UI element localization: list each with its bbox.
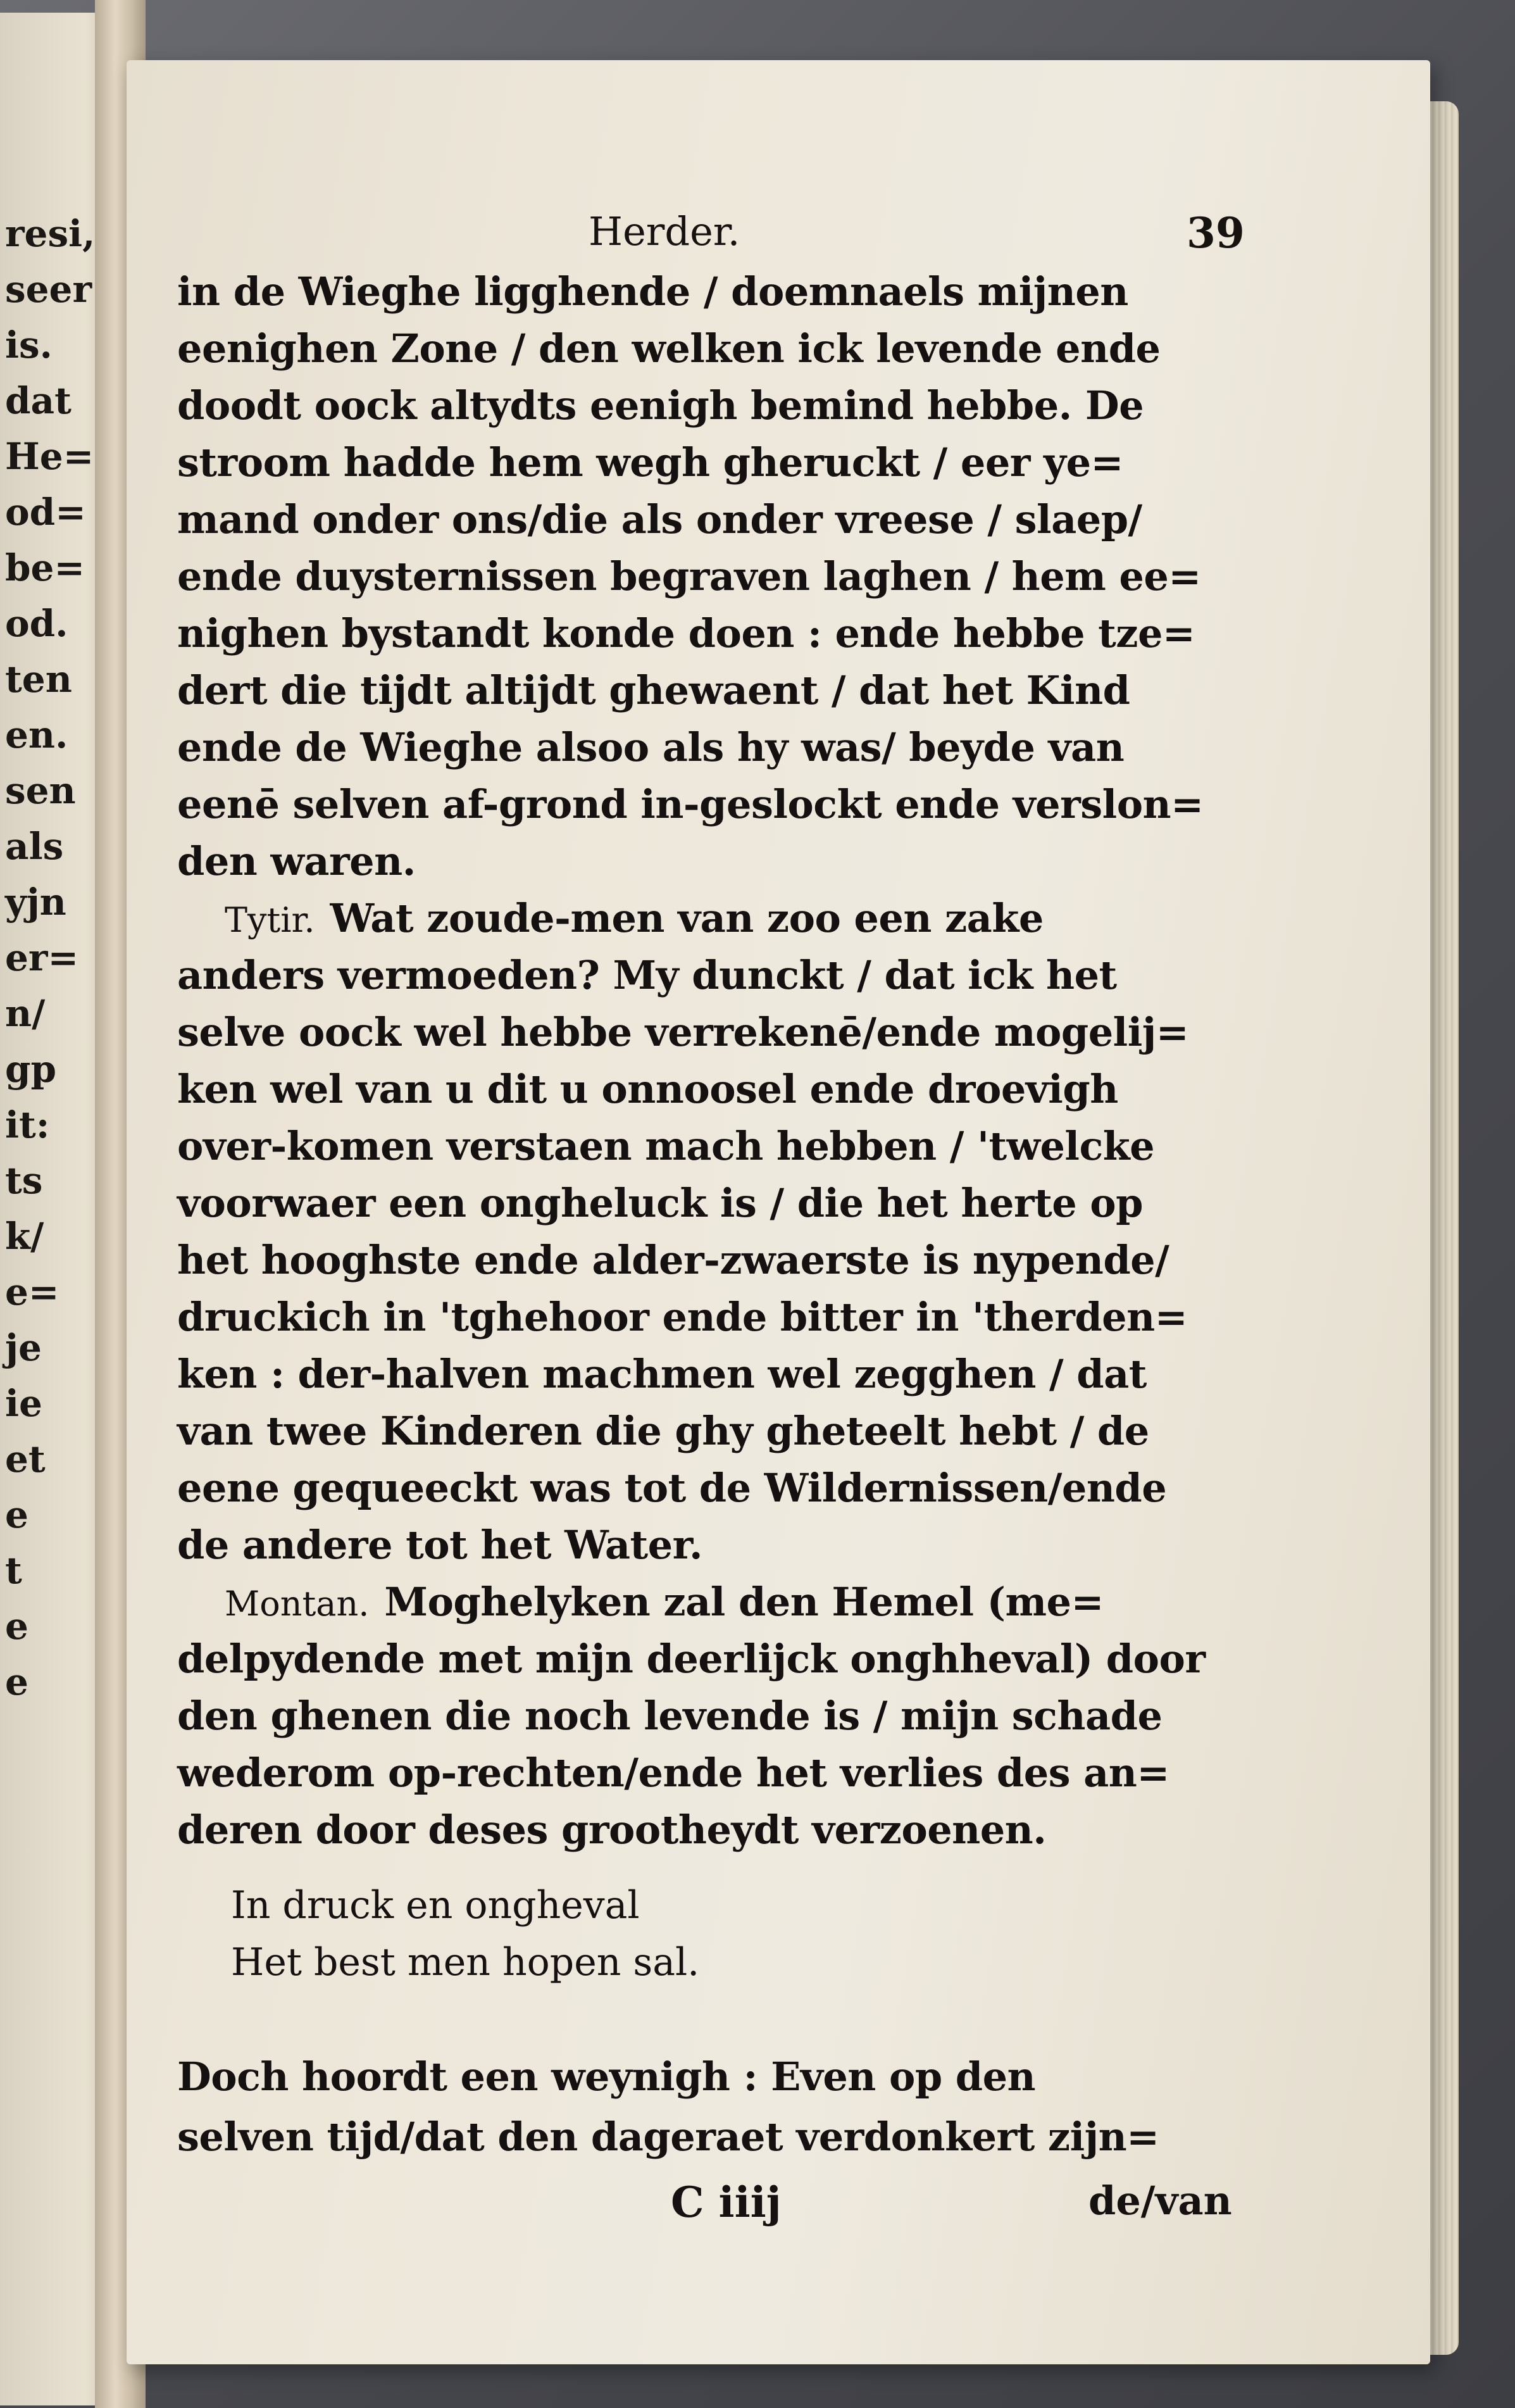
line-text: dert die tijdt altijdt ghewaent / dat het Kind xyxy=(177,667,1130,713)
line-text: ende de Wieghe alsoo als hy was/ beyde van xyxy=(177,724,1125,770)
line-text: delpydende met mijn deerlijck onghheval) door xyxy=(177,1636,1206,1682)
left-page-text-fragment: n/ xyxy=(5,992,46,1035)
left-page-text-fragment: it: xyxy=(5,1103,50,1146)
left-page-text-fragment: yjn xyxy=(5,881,66,924)
left-page-text-fragment: ts xyxy=(5,1159,43,1202)
text-line xyxy=(177,1066,1253,1112)
text-line xyxy=(177,1807,1253,1853)
left-page-text-fragment: ie xyxy=(5,1382,42,1425)
line-text: doodt oock altydts eenigh bemind hebbe. De xyxy=(177,382,1144,429)
line-text: den ghenen die noch levende is / mijn schade xyxy=(177,1693,1163,1739)
left-page-text-fragment: seer xyxy=(5,268,92,311)
left-page-text-fragment: als xyxy=(5,825,64,868)
text-line xyxy=(177,1522,1253,1568)
speaker-label: Montan. xyxy=(225,1584,370,1624)
line-text: eenē selven af-grond in-geslockt ende verslon= xyxy=(177,781,1204,827)
left-page-text-fragment: en. xyxy=(5,713,68,756)
line-text: druckich in 'tghehoor ende bitter in 'therden= xyxy=(177,1294,1188,1340)
catchword: de/van xyxy=(1088,2178,1232,2224)
left-page-text-fragment: is. xyxy=(5,323,53,367)
text-line xyxy=(225,895,1300,941)
line-text: Wat zoude-men van zoo een zake xyxy=(330,895,1044,941)
left-page-text-fragment: dat xyxy=(5,379,72,422)
left-page-text-fragment: k/ xyxy=(5,1215,44,1258)
text-line xyxy=(177,382,1253,429)
left-page-text-fragment: e= xyxy=(5,1270,59,1314)
text-line xyxy=(177,553,1253,599)
left-page-text-fragment: e xyxy=(5,1660,28,1703)
text-line xyxy=(177,1693,1253,1739)
text-line xyxy=(177,1351,1253,1397)
line-text: ken : der-halven machmen wel zegghen / dat xyxy=(177,1351,1147,1397)
line-text: over-komen verstaen mach hebben / 'twelcke xyxy=(177,1123,1155,1169)
text-line xyxy=(177,1750,1253,1796)
left-page-text-fragment: e xyxy=(5,1605,28,1648)
line-text: de andere tot het Water. xyxy=(177,1522,703,1568)
line-text: ken wel van u dit u onnoosel ende droevigh xyxy=(177,1066,1118,1112)
line-text: wederom op-rechten/ende het verlies des an= xyxy=(177,1750,1169,1796)
running-header: Herder. xyxy=(589,208,740,254)
text-line xyxy=(177,268,1253,315)
line-text: Moghelyken zal den Hemel (me= xyxy=(384,1579,1104,1625)
text-line xyxy=(177,1294,1253,1340)
line-text: in de Wieghe ligghende / doemnaels mijnen xyxy=(177,268,1128,315)
left-page-text-fragment: od. xyxy=(5,602,68,645)
text-line xyxy=(177,1237,1253,1283)
line-text: ende duysternissen begraven laghen / hem ee= xyxy=(177,553,1201,599)
left-page-text-fragment: be= xyxy=(5,546,85,589)
text-line xyxy=(177,724,1253,770)
text-line xyxy=(177,439,1253,486)
left-page-text-fragment: resi, xyxy=(5,212,96,255)
line-text: eene gequeeckt was tot de Wildernissen/ende xyxy=(177,1465,1167,1511)
line-text: stroom hadde hem wegh gheruckt / eer ye= xyxy=(177,439,1123,486)
text-line xyxy=(177,781,1253,827)
line-text: voorwaer een ongheluck is / die het herte op xyxy=(177,1180,1143,1226)
text-line xyxy=(177,1408,1253,1454)
signature-mark: C iiij xyxy=(671,2178,782,2227)
line-text: deren door deses grootheydt verzoenen. xyxy=(177,1807,1047,1853)
left-page-text-fragment: He= xyxy=(5,435,94,478)
speaker-label: Tytir. xyxy=(225,900,315,940)
text-line xyxy=(177,1009,1253,1055)
text-line xyxy=(177,1465,1253,1511)
text-line xyxy=(177,952,1253,998)
motto-line-1: In druck en ongheval xyxy=(231,1883,640,1928)
left-page-text-fragment: er= xyxy=(5,936,79,979)
text-line xyxy=(177,610,1253,656)
line-text: mand onder ons/die als onder vreese / slaep/ xyxy=(177,496,1142,542)
left-page-text-fragment: je xyxy=(5,1326,42,1369)
line-text: anders vermoeden? My dunckt / dat ick het xyxy=(177,952,1117,998)
line-text: eenighen Zone / den welken ick levende ende xyxy=(177,325,1161,372)
left-page-text-fragment: od= xyxy=(5,491,86,534)
text-line xyxy=(177,325,1253,372)
motto-line-2: Het best men hopen sal. xyxy=(231,1940,700,1985)
left-page-text-fragment: t xyxy=(5,1549,22,1592)
text-line xyxy=(177,1123,1253,1169)
line-text: nighen bystandt konde doen : ende hebbe tze= xyxy=(177,610,1195,656)
text-line xyxy=(177,1636,1253,1682)
left-page-text-fragment: ten xyxy=(5,658,72,701)
left-page-text-fragment: e xyxy=(5,1493,28,1536)
line-text: van twee Kinderen die ghy gheteelt hebt / de xyxy=(177,1408,1149,1454)
line-text: den waren. xyxy=(177,838,416,884)
closing-line-1: Doch hoordt een weynigh : Even op den xyxy=(177,2054,1036,2100)
text-line xyxy=(177,496,1253,542)
closing-line-2: selven tijd/dat den dageraet verdonkert zijn= xyxy=(177,2114,1159,2160)
page-number: 39 xyxy=(1187,208,1245,258)
line-text: selve oock wel hebbe verrekenē/ende mogelij= xyxy=(177,1009,1189,1055)
left-page-text-fragment: gp xyxy=(5,1048,57,1091)
left-page-text-fragment: et xyxy=(5,1438,46,1481)
text-line xyxy=(225,1579,1300,1625)
text-line xyxy=(177,667,1253,713)
text-line xyxy=(177,1180,1253,1226)
left-page-text-fragment: sen xyxy=(5,769,76,812)
text-line xyxy=(177,838,1253,884)
line-text: het hooghste ende alder-zwaerste is nypende/ xyxy=(177,1237,1169,1283)
